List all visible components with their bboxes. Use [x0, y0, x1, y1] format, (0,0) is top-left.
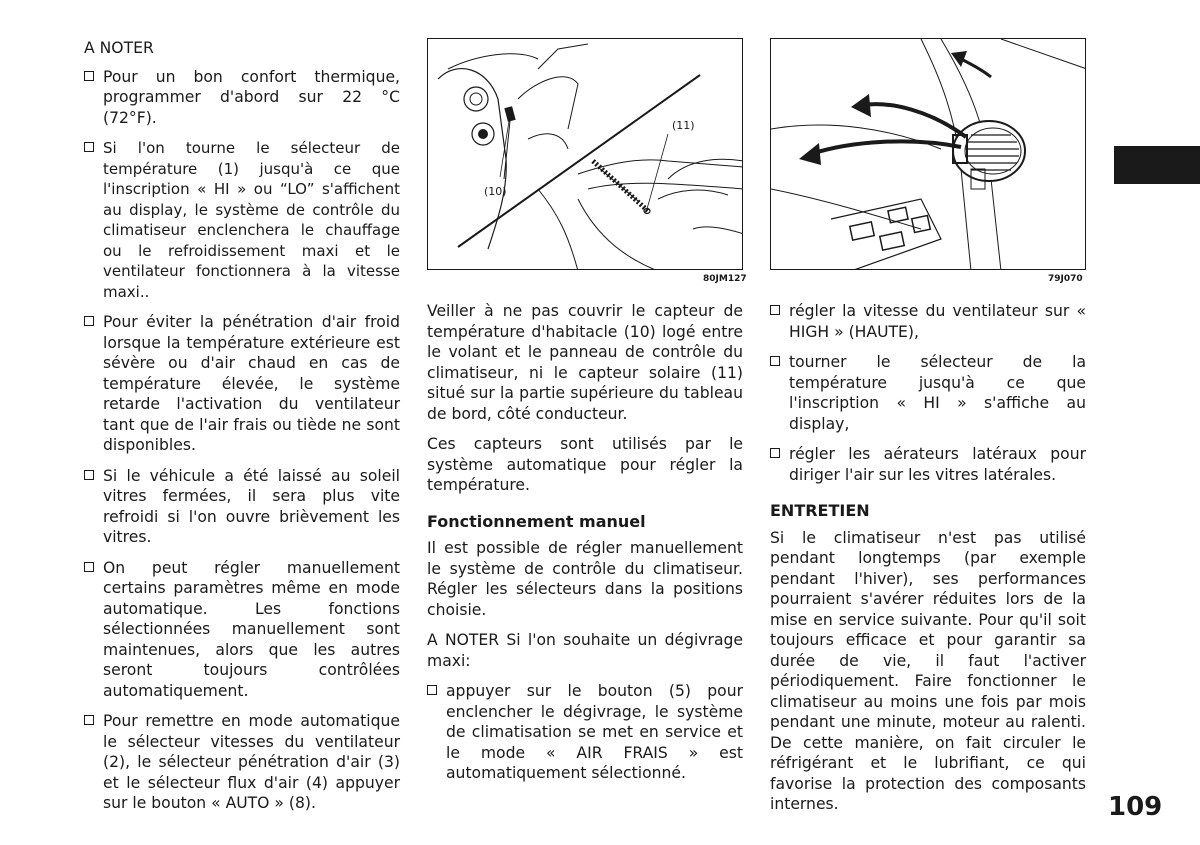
checkbox-bullet-icon: [770, 305, 780, 315]
section-heading: ENTRETIEN: [770, 501, 870, 520]
paragraph: Veiller à ne pas couvrir le capteur de température d'habitacle (10) logé entre le volant et le panneau de contrôle du climatiseur, ni le capteur solaire (11) situé sur la partie supérieure du tableau de bord, côté conducteur.: [427, 302, 743, 423]
callout-10: (10): [484, 185, 507, 198]
list-item-text: régler les aérateurs latéraux pour diriger l'air sur les vitres latérales.: [789, 445, 1086, 484]
checkbox-bullet-icon: [770, 356, 780, 366]
list-item: [84, 466, 400, 548]
callout-11: (11): [672, 119, 695, 132]
list-item: [84, 312, 400, 456]
list-item: [84, 138, 400, 302]
checkbox-bullet-icon: [84, 142, 94, 152]
note-heading: A NOTER: [84, 39, 154, 57]
list-item: [84, 67, 400, 129]
checkbox-bullet-icon: [84, 562, 94, 572]
list-item-text: On peut régler manuellement certains paramètres même en mode automatique. Les fonctions sélectionnées manuellement sont maintenues, alors que les autres seront toujours contrôlées automatiquement.: [103, 558, 400, 700]
column-middle: [427, 301, 743, 794]
list-item-text: régler la vitesse du ventilateur sur « HIGH » (HAUTE),: [789, 302, 1086, 341]
column-right: [770, 301, 1086, 825]
paragraph: Ces capteurs sont utilisés par le système automatique pour régler la température.: [427, 435, 743, 494]
list-item-text: Si l'on tourne le sélecteur de température (1) jusqu'à ce que l'inscription « HI » ou “LO” s'affichent au display, le système de contrôle du climatiseur enclenchera le chauffage ou le refroidissement maxi et le ventilateur fonctionnera à la vitesse maxi..: [103, 139, 400, 301]
list-item-text: appuyer sur le bouton (5) pour enclencher le dégivrage, le système de climatisation se met en service et le mode « AIR FRAIS » est automatiquement sélectionné.: [446, 682, 743, 782]
checkbox-bullet-icon: [84, 316, 94, 326]
list-item-text: tourner le sélecteur de la température jusqu'à ce que l'inscription « HI » s'affiche au display,: [789, 353, 1086, 433]
paragraph: A NOTER Si l'on souhaite un dégivrage maxi:: [427, 631, 743, 670]
checkbox-bullet-icon: [84, 470, 94, 480]
list-item: [427, 681, 743, 784]
list-item-text: Pour un bon confort thermique, programmer d'abord sur 22 °C (72°F).: [103, 67, 400, 127]
list-item: [84, 558, 400, 702]
checkbox-bullet-icon: [427, 685, 437, 695]
checkbox-bullet-icon: [84, 715, 94, 725]
paragraph: Si le climatiseur n'est pas utilisé pendant longtemps (par exemple pendant l'hiver), ses performances pourraient s'avérer réduites lors de la mise en service suivante. Pour qu'il soit toujours efficace et pour garantir sa durée de vie, il faut l'activer périodiquement. Faire fonctionner le climatiseur au moins une fois par mois pendant une minute, moteur au ralenti. De cette manière, on fait circuler le réfrigérant et le lubrifiant, ce qui favorise la protection des composants internes.: [770, 528, 1086, 813]
figure-code: 80JM127: [703, 274, 747, 284]
list-item: [770, 444, 1086, 485]
checkbox-bullet-icon: [770, 448, 780, 458]
chapter-tab-marker: [1114, 146, 1200, 184]
list-item: [770, 352, 1086, 434]
paragraph: Il est possible de régler manuellement le système de contrôle du climatiseur. Régler les sélecteurs dans la positions choisie.: [427, 539, 743, 619]
list-item: [84, 711, 400, 814]
column-left: [84, 38, 400, 824]
list-item-text: Si le véhicule a été laissé au soleil vitres fermées, il sera plus vite refroidi si l'on ouvre brièvement les vitres.: [103, 466, 400, 546]
page-number: 109: [1108, 792, 1163, 822]
figure-code: 79J070: [1048, 274, 1083, 284]
list-item-text: Pour remettre en mode automatique le sélecteur vitesses du ventilateur (2), le sélecteur pénétration d'air (3) et le sélecteur flux d'air (4) appuyer sur le bouton « AUTO » (8).: [103, 712, 400, 812]
side-vent-illustration: [770, 38, 1086, 270]
sensor-location-illustration: [427, 38, 743, 270]
list-item-text: Pour éviter la pénétration d'air froid lorsque la température extérieure est sévère ou d'air chaud en cas de température élevée, le système retarde l'activation du ventilateur tant que de l'air frais ou tiède ne sont disponibles.: [103, 313, 400, 454]
list-item: [770, 301, 1086, 342]
checkbox-bullet-icon: [84, 71, 94, 81]
section-heading: Fonctionnement manuel: [427, 511, 646, 531]
